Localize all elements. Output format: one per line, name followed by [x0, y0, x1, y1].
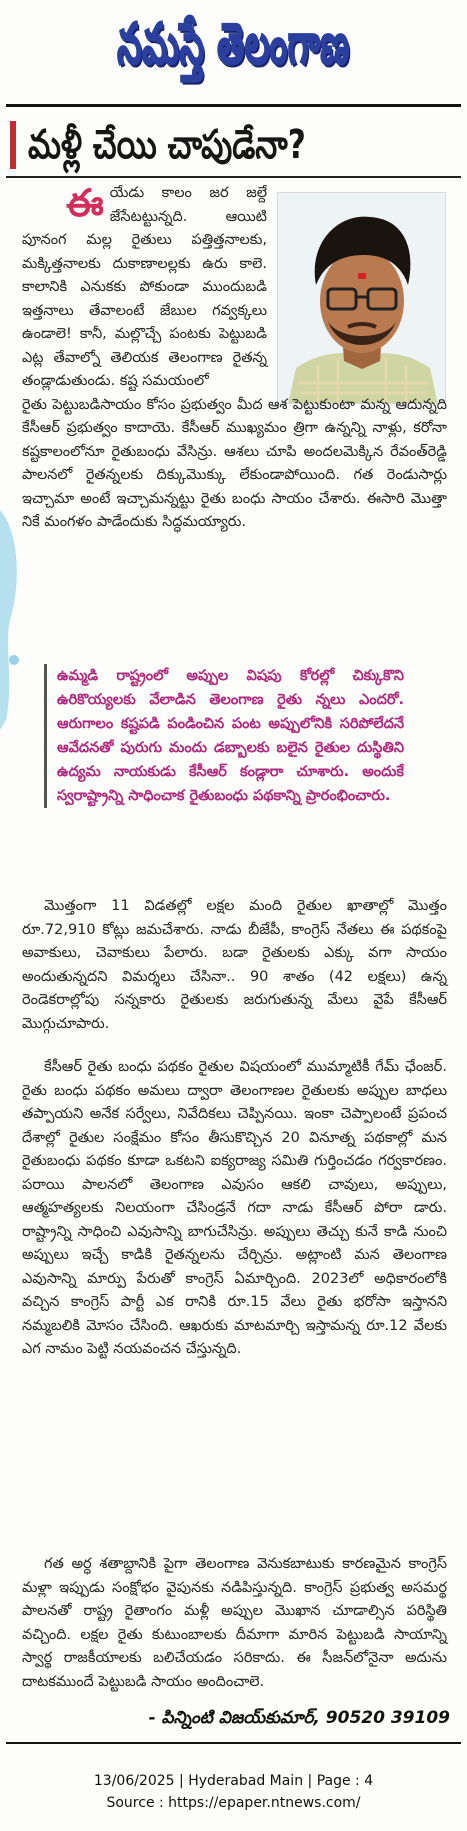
masthead-title: నమస్తే తెలంగాణ — [117, 12, 350, 77]
paragraph-1-narrow-text: యేడు కాలం జర జల్దే జేసేటట్టున్నది. ఆయిటి పూనంగ మల్ల రైతులు పత్తిత్తనాలకు, మక్కిత్తనాలకు దుకాణాలల్లకు ఉరు కాలె. కాలానికి ఎనుకకు పోకుండా ముందుబడి ఇత్తనాలు తేవాలంటే జేబుల గవ్వక్కలు ఉండాలె! కానీ, మల్లొచ్చే పంటకు పెట్టుబడి ఎట్ల తేవాల్నో తెలియక తెలంగాణ రైతన్న తండ్లాడుతుండు. కష్ట సమయంలో — [22, 185, 267, 389]
pull-quote: ఉమ్మడి రాష్ట్రంలో అప్పుల విషపు కోరల్లో చిక్కుకొని ఉరికొయ్యలకు వేలాడిన తెలంగాణ రైతు న్నలు ఎందరో. ఆరుగాలం కష్టపడి పండించిన పంట అప్పులోనికి సరిపోలేదనే ఆవేదనతో పురుగు మందు డబ్బాలకు బలైన రైతుల దుస్థితిని ఉద్యమ నాయకుడు కేసీఆర్ కండ్లారా చూశారు. అందుకే స్వరాష్ట్రాన్ని సాధించాక రైతుబంధు పథకాన్ని ప్రారంభించారు. — [44, 664, 404, 808]
headline-text: మళ్లీ చేయి చాపుడేనా? — [28, 122, 306, 168]
author-byline: - పిన్నింటి విజయ్‌కుమార్, 90520 39109 — [148, 1708, 450, 1728]
footer — [0, 1770, 467, 1814]
drop-cap: ఈ — [66, 181, 104, 225]
masthead-rule — [6, 104, 461, 107]
article-body-paragraph-4: గత అర్ధ శతాబ్దానికి పైగా తెలంగాణ వెనుకబాటుకు కారణమైన కాంగ్రెస్ మళ్లా ఇప్పుడు సంక్షోభం వైపునకు నడిపిస్తున్నది. కాంగ్రెస్ ప్రభుత్వ అసమర్థ పాలనతో రాష్ట్ర రైతాంగం మళ్లీ అప్పుల మొఖాన చూడాల్సిన పరిస్థితి వచ్చింది. లక్షల రైతు కుటుంబాలకు దీమాగా మారిన పెట్టుబడి సాయాన్ని స్వార్థ రాజకీయాలకు బలిచేయడం సరికాదు. ఈ సీజన్‌లోనైనా అదును దాటకముందే పెట్టుబడి సాయం అందించాలె. — [22, 1556, 447, 1690]
article-body-paragraph-1 — [22, 182, 447, 535]
paragraph-1-continued: రైతు పెట్టుబడిసాయం కోసం ప్రభుత్వం మీద ఆశ పెట్టుకుంటా మన్న ఆదున్నది కేసీఆర్ ప్రభుత్వం కాదాయె. కేసీఆర్ ముఖ్యమం త్రిగా ఉన్నన్ని నాళ్లు, కరోనా కష్టకాలంలోనూ రైతుబంధు వేసిన్రు. ఆశలు చూపి అందలమెక్కిన రేవంత్‌రెడ్డి పాలనలో రైతన్నలకు దిక్కుమొక్కు లేకుండాపోయింది. గత రెండుసార్లు ఇచ్చామా అంటే ఇచ్చామన్నట్టు రైతు బంధు సాయం చేశారు. ఈసారి మొత్తా నికే మంగళం పాడేందుకు సిద్ధమయ్యారు. — [22, 396, 447, 530]
headline-accent-bar — [10, 121, 16, 169]
headline-block — [0, 115, 467, 175]
footer-source-link[interactable]: Source : https://epaper.ntnews.com/ — [106, 1795, 361, 1811]
article-body-paragraph-3: కేసీఆర్ రైతు బంధు పథకం రైతుల విషయంలో ముమ్మాటికీ గేమ్ ఛేంజర్. రైతు బంధు పథకం అమలు ద్వారా తెలంగాణల రైతులకు అప్పుల బాధలు తప్పాయని అనేక సర్వేలు, నివేదికలు చెప్పినయి. ఇంకా చెప్పాలంటే ప్రపంచ దేశాల్లో రైతుల సంక్షేమం కోసం తీసుకొచ్చిన 20 వినూత్న పథకాల్లో మన రైతుబంధు పథకం కూడా ఒకటని ఐక్యరాజ్య సమితి గుర్తించడం గర్వకారణం. పరాయి పాలనలో తెలంగాణ ఎవుసం ఆకలి చావులు, అప్పులు, ఆత్మహత్యలకు నిలయంగా చేసిండ్రనే గదా నాడు కేసీఆర్ పోరా డారు. రాష్ట్రాన్ని సాధించి ఎవుసాన్ని బాగుచేసిన్రు. అప్పులు తెచ్చు కునే కాడి నుంచి అప్పులు ఇచ్చే కాడికి రైతన్నలను చేర్చిన్రు. అట్లాంటి మన తెలంగాణ ఎవుసాన్ని మార్పు పేరుతో కాంగ్రెస్ ఏమార్చింది. 2023లో అధికారంలోకి వచ్చిన కాంగ్రెస్ పార్టీ ఎక రానికి రూ.15 వేలు రైతు భరోసా ఇస్తానని నమ్మబలికి మోసం చేసింది. ఆఖరుకు మాటమార్చి ఇస్తామన్న రూ.12 వేలకు ఎగ నామం పెట్టి నయవంచన చేస్తున్నది. — [22, 1059, 447, 1357]
article-body-paragraph-2: మొత్తంగా 11 విడతల్లో లక్షల మంది రైతుల ఖాతాల్లో మొత్తం రూ.72,910 కోట్లు జమచేశారు. నాడు బీజేపీ, కాంగ్రెస్ నేతలు ఈ పథకంపై అవాకులు, చెవాకులు పేలారు. బడా రైతులకు ఎక్కు వగా సాయం అందుతున్నదని విమర్శలు చేసినా.. 90 శాతం (42 లక్షలు) ఉన్న రెండెకరాల్లోపు సన్నకారు రైతులకు జరుగుతున్న మేలు వైపే కేసీఆర్ మొగ్గుచూపారు. — [22, 898, 447, 1032]
headline-rule — [6, 176, 461, 178]
article-headline — [28, 119, 384, 171]
footer-edition-info: 13/06/2025 | Hyderabad Main | Page : 4 — [93, 1773, 374, 1789]
footer-rule — [6, 1742, 461, 1744]
masthead — [0, 0, 467, 100]
paragraph-1-intro — [22, 182, 267, 394]
